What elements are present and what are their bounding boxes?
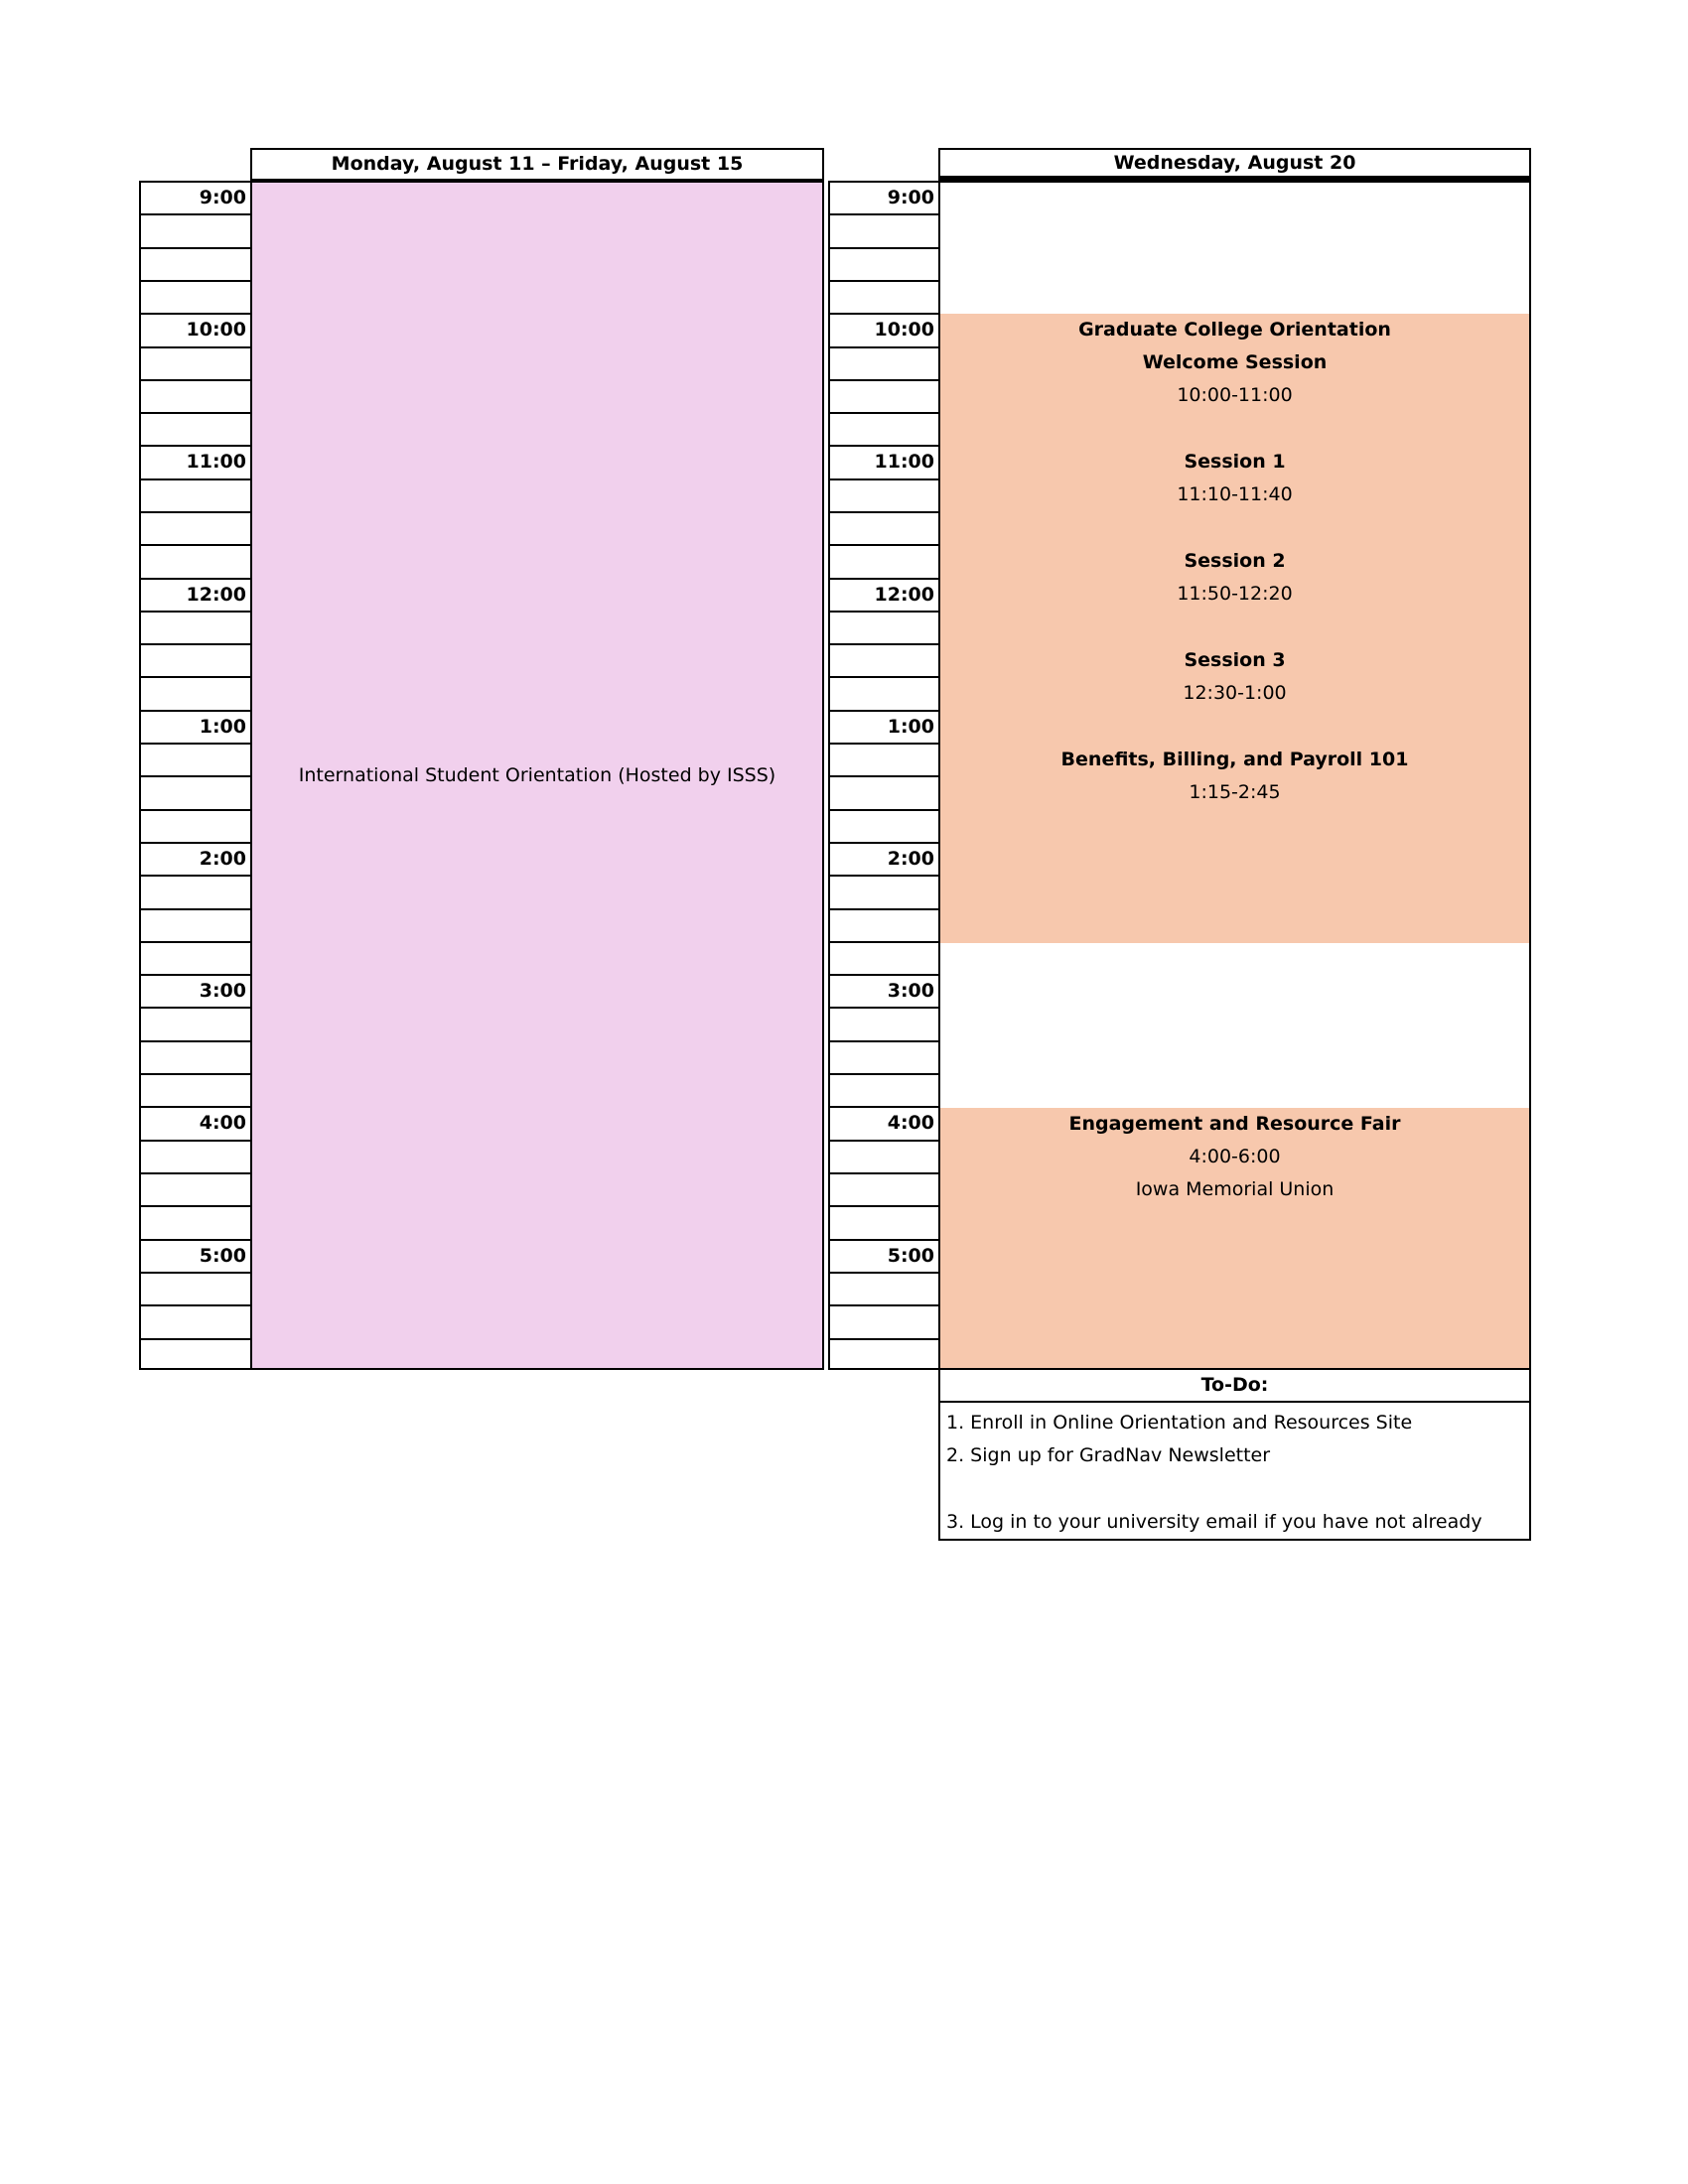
right-time-label: 9:00 [887, 187, 934, 208]
left-slot-divider [141, 775, 250, 777]
left-slot-divider [141, 544, 250, 546]
block2-line-2: 4:00-6:00 [1189, 1146, 1281, 1167]
left-slot-divider [141, 1140, 250, 1142]
right-slot-divider [830, 346, 938, 348]
block1-line-7: 11:50-12:20 [1177, 583, 1293, 605]
left-time-label: 12:00 [186, 584, 246, 606]
left-slot-divider [141, 247, 250, 249]
isss-event-label: International Student Orientation (Hosted by ISSS) [298, 764, 776, 786]
right-time-label: 1:00 [887, 716, 934, 738]
right-slot-divider [830, 511, 938, 513]
left-slot-divider [141, 1304, 250, 1306]
right-slot-divider [830, 213, 938, 215]
right-slot-divider [830, 1040, 938, 1042]
isss-event-block [250, 181, 824, 1370]
right-slot-divider [830, 1073, 938, 1075]
right-time-label: 11:00 [874, 451, 934, 473]
left-time-label: 11:00 [186, 451, 246, 473]
left-time-label: 10:00 [186, 319, 246, 341]
left-schedule-header: Monday, August 11 – Friday, August 15 [250, 148, 824, 181]
left-slot-divider [141, 511, 250, 513]
right-slot-divider [830, 775, 938, 777]
block2-line-1: Engagement and Resource Fair [1068, 1113, 1401, 1135]
block1-line-1: Graduate College Orientation [1078, 319, 1391, 341]
todo-item-3: 3. Log in to your university email if you have not already [946, 1511, 1482, 1533]
left-slot-divider [141, 213, 250, 215]
right-time-label: 4:00 [887, 1112, 934, 1134]
todo-item-1: 1. Enroll in Online Orientation and Resources Site [946, 1412, 1413, 1433]
left-slot-divider [141, 478, 250, 480]
todo-header: To-Do: [938, 1368, 1531, 1403]
left-time-label: 9:00 [199, 187, 246, 208]
right-slot-divider [830, 544, 938, 546]
left-slot-divider [141, 280, 250, 282]
right-slot-divider [830, 1172, 938, 1174]
left-time-label: 3:00 [199, 980, 246, 1002]
left-time-label: 1:00 [199, 716, 246, 738]
orientation-sessions-block [940, 314, 1529, 943]
right-time-label: 10:00 [874, 319, 934, 341]
todo-item-2: 2. Sign up for GradNav Newsletter [946, 1444, 1271, 1466]
right-slot-divider [830, 1140, 938, 1142]
right-time-label: 12:00 [874, 584, 934, 606]
left-time-label: 4:00 [199, 1112, 246, 1134]
right-slot-divider [830, 1338, 938, 1340]
left-slot-divider [141, 875, 250, 877]
left-slot-divider [141, 676, 250, 678]
resource-fair-block [940, 1108, 1529, 1368]
right-slot-divider [830, 743, 938, 745]
right-slot-divider [830, 1304, 938, 1306]
block1-line-4: Session 1 [1184, 451, 1286, 473]
right-slot-divider [830, 809, 938, 811]
right-slot-divider [830, 676, 938, 678]
left-slot-divider [141, 1040, 250, 1042]
right-time-label: 3:00 [887, 980, 934, 1002]
right-slot-divider [830, 412, 938, 414]
right-slot-divider [830, 908, 938, 910]
block2-line-3: Iowa Memorial Union [1135, 1178, 1335, 1200]
right-slot-divider [830, 379, 938, 381]
left-slot-divider [141, 743, 250, 745]
right-schedule-header: Wednesday, August 20 [938, 148, 1531, 181]
right-slot-divider [830, 611, 938, 613]
right-time-label: 2:00 [887, 848, 934, 870]
block1-line-10: Benefits, Billing, and Payroll 101 [1060, 749, 1409, 770]
left-slot-divider [141, 1172, 250, 1174]
left-slot-divider [141, 1073, 250, 1075]
right-slot-divider [830, 643, 938, 645]
left-time-label: 2:00 [199, 848, 246, 870]
block1-line-3: 10:00-11:00 [1177, 384, 1293, 406]
left-slot-divider [141, 941, 250, 943]
block1-line-8: Session 3 [1184, 649, 1286, 671]
right-time-column [828, 181, 940, 1370]
block1-line-5: 11:10-11:40 [1177, 483, 1293, 505]
right-slot-divider [830, 280, 938, 282]
block1-line-2: Welcome Session [1142, 351, 1328, 373]
block1-line-11: 1:15-2:45 [1189, 781, 1281, 803]
left-slot-divider [141, 379, 250, 381]
left-slot-divider [141, 412, 250, 414]
right-slot-divider [830, 1007, 938, 1009]
right-slot-divider [830, 478, 938, 480]
right-slot-divider [830, 247, 938, 249]
right-slot-divider [830, 1272, 938, 1274]
right-slot-divider [830, 875, 938, 877]
left-slot-divider [141, 346, 250, 348]
left-time-label: 5:00 [199, 1245, 246, 1267]
left-slot-divider [141, 809, 250, 811]
left-slot-divider [141, 1007, 250, 1009]
block1-line-6: Session 2 [1184, 550, 1286, 572]
right-slot-divider [830, 941, 938, 943]
left-slot-divider [141, 611, 250, 613]
block1-line-9: 12:30-1:00 [1183, 682, 1287, 704]
right-slot-divider [830, 1205, 938, 1207]
left-slot-divider [141, 1272, 250, 1274]
left-slot-divider [141, 908, 250, 910]
left-slot-divider [141, 1338, 250, 1340]
left-time-column [139, 181, 252, 1370]
left-slot-divider [141, 1205, 250, 1207]
right-time-label: 5:00 [887, 1245, 934, 1267]
left-slot-divider [141, 643, 250, 645]
